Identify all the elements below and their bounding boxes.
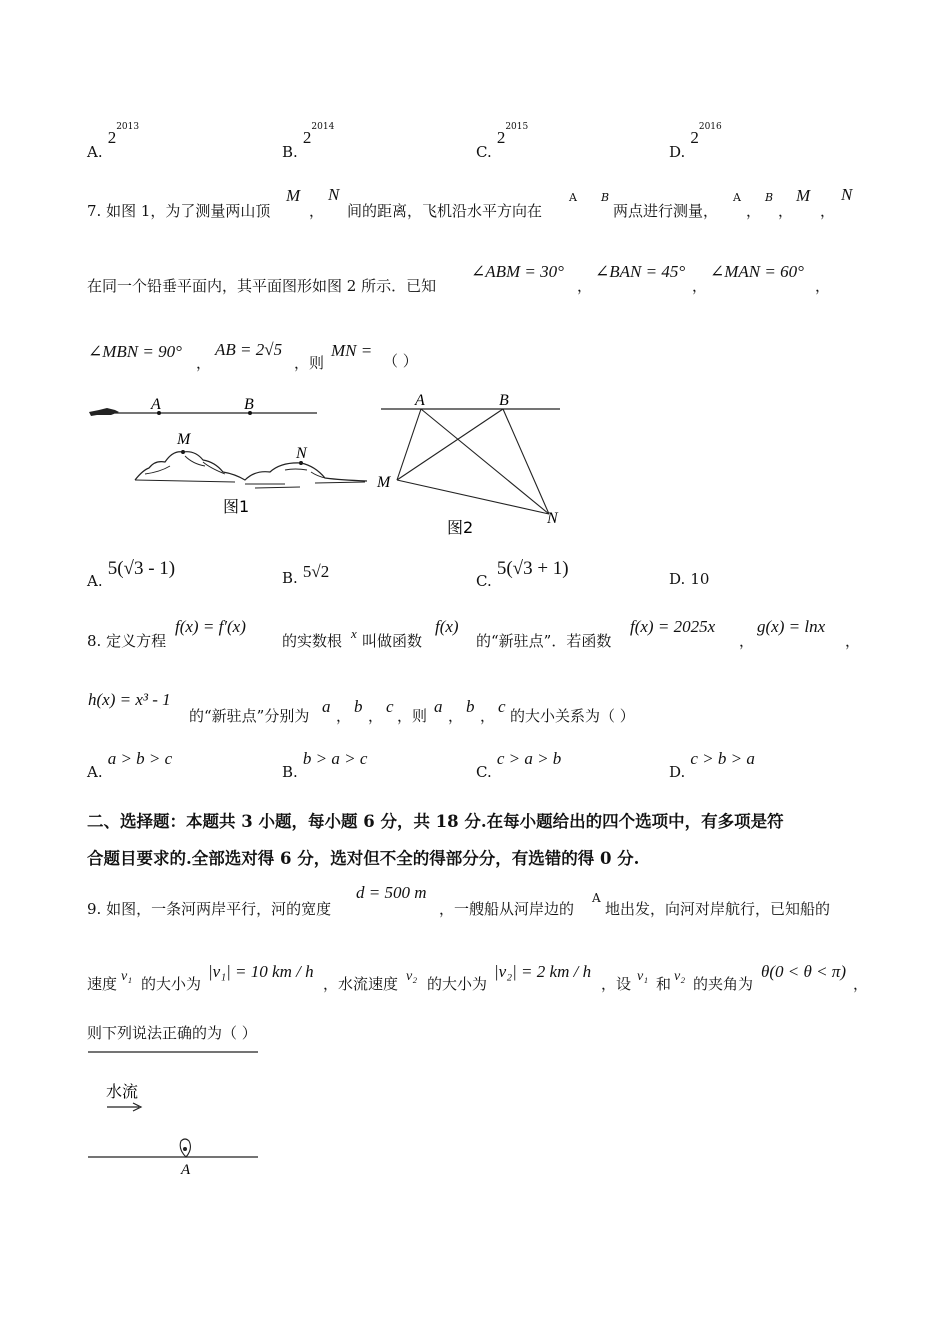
q7-ze: ，则 <box>294 354 325 372</box>
q7-figure-2 <box>375 390 570 540</box>
q7-line1-text-a: 7. 如图 1，为了测量两山顶 <box>87 202 271 220</box>
q7-m-1: M <box>286 186 301 205</box>
q9-size-text-2: 的大小为 <box>427 975 488 993</box>
q8-option-a: A. a > b > c <box>87 749 173 781</box>
q8-x: x <box>351 626 357 641</box>
q8-option-c: C. c > a > b <box>476 749 562 781</box>
q8-line1-text-a: 8. 定义方程 <box>87 632 167 650</box>
q9-v1-2: v₁ <box>637 969 649 984</box>
q8-comma-4: ， <box>368 707 384 725</box>
q9-line3-text: 则下列说法正确的为（ ） <box>87 1024 257 1042</box>
q8-f-definition: f(x) = 2025x <box>630 617 716 636</box>
q7-option-a: A. 5(√3 - 1) <box>87 558 176 590</box>
water-flow-label: 水流 <box>106 1082 139 1101</box>
q7-n-2: N <box>841 185 853 204</box>
q8-b-1: b <box>354 697 363 716</box>
fig1-label-b: B <box>244 396 254 413</box>
q7-comma-3: ， <box>778 202 794 220</box>
q7-option-d: D. 10 <box>669 570 710 588</box>
q8-b-2: b <box>466 697 475 716</box>
airplane-icon <box>89 408 119 416</box>
q9-line1-text-b: ，一艘船从河岸边的 <box>439 900 575 918</box>
q9-line2-text-d: 的夹角为 <box>693 975 754 993</box>
q6-option-b: B. $2^{2014}$ <box>282 122 335 161</box>
q6-option-a: A. $2^{2013}$ <box>87 122 140 161</box>
q8-option-b: B. b > a > c <box>282 749 368 781</box>
q7-comma-4: ， <box>820 202 836 220</box>
q7-n-1: N <box>328 185 340 204</box>
q8-comma-1: ， <box>739 632 755 650</box>
q7-comma-7: ， <box>815 277 831 295</box>
q7-mn: MN = <box>331 341 373 360</box>
fig2-label-m: M <box>377 474 391 491</box>
q9-line1-text-a: 9. 如图，一条河两岸平行，河的宽度 <box>87 900 332 918</box>
fig2-label-n: N <box>547 510 558 527</box>
q8-c-1: c <box>386 697 394 716</box>
q7-b-1: B <box>601 191 610 204</box>
q7-b-2: B <box>765 191 774 204</box>
fig-label-a: A <box>181 1162 191 1178</box>
q8-comma-5: ， <box>448 707 464 725</box>
q7-ab: AB = 2√5 <box>215 340 283 359</box>
q9-line2-text-b: ，水流速度 <box>323 975 399 993</box>
q7-line1-text-c: 两点进行测量， <box>613 202 719 220</box>
q9-v1-1: v₁ <box>121 969 133 984</box>
q7-comma-8: ， <box>196 354 212 372</box>
q9-he: 和 <box>656 975 672 993</box>
q8-a-2: a <box>434 697 443 716</box>
q6-option-c: C. $2^{2015}$ <box>476 122 529 161</box>
q7-figure-1 <box>85 390 375 520</box>
q7-m-2: M <box>796 186 811 205</box>
q8-text-5: ，则 <box>397 707 428 725</box>
q9-v2-1: v₂ <box>406 969 418 984</box>
fig2-caption: 图2 <box>447 518 474 537</box>
fig1-caption: 图1 <box>223 497 250 516</box>
q9-river-figure <box>85 1045 265 1180</box>
q9-size-text-1: 的大小为 <box>141 975 202 993</box>
q9-end-comma: ， <box>853 975 869 993</box>
q8-comma-6: ， <box>480 707 496 725</box>
q7-comma-1: ， <box>309 202 325 220</box>
q9-width: d = 500 m <box>356 883 427 902</box>
q7-a-2: A <box>733 191 741 204</box>
q7-option-b: B. 5√2 <box>282 562 330 587</box>
q8-h-definition: h(x) = x³ - 1 <box>88 690 171 709</box>
q8-comma-3: ， <box>336 707 352 725</box>
fig1-label-m: M <box>177 431 191 448</box>
q7-line2-text: 在同一个铅垂平面内，其平面图形如图 2 所示．已知 <box>87 277 437 295</box>
q7-paren: （ ） <box>383 352 418 370</box>
q7-angle-ban: ∠BAN = 45° <box>595 262 686 281</box>
q7-line1-text-b: 间的距离，飞机沿水平方向在 <box>347 202 543 220</box>
fig1-label-n: N <box>296 445 307 462</box>
q7-comma-6: ， <box>692 277 708 295</box>
section2-heading-line2: 合题目要求的.全部选对得 6 分，选对但不全的得部分分，有选错的得 0 分. <box>87 849 640 868</box>
q8-c-2: c <box>498 697 506 716</box>
q7-angle-mbn: ∠MBN = 90° <box>88 342 182 361</box>
fig1-label-a: A <box>151 396 161 413</box>
q8-option-d: D. c > b > a <box>669 749 755 781</box>
q8-a-1: a <box>322 697 331 716</box>
q8-f-equation: f(x) = f′(x) <box>175 617 246 636</box>
q8-text-4: 的“新驻点”分别为 <box>189 707 310 725</box>
q9-speed-label: 速度 <box>87 975 118 993</box>
q8-text-2: 叫做函数 <box>362 632 423 650</box>
q9-line2-text-c: ，设 <box>601 975 632 993</box>
q8-text-1: 的实数根 <box>282 632 343 650</box>
q9-line1-text-c: 地出发，向河对岸航行，已知船的 <box>605 900 831 918</box>
q8-fx: f(x) <box>435 617 459 636</box>
q7-option-c: C. 5(√3 + 1) <box>476 558 569 590</box>
fig2-label-b: B <box>499 392 509 409</box>
q7-angle-man: ∠MAN = 60° <box>710 262 804 281</box>
q9-v1-magnitude: |v₁| = 10 km / h <box>208 962 314 981</box>
q7-a-1: A <box>569 191 577 204</box>
section2-heading-line1: 二、选择题：本题共 3 小题，每小题 6 分，共 18 分.在每小题给出的四个选项中，有多项是符 <box>87 812 784 831</box>
q9-theta-range: θ(0 < θ < π) <box>761 962 846 981</box>
q9-v2-magnitude: |v₂| = 2 km / h <box>494 962 592 981</box>
fig2-label-a: A <box>415 392 425 409</box>
q8-comma-2: ， <box>845 632 861 650</box>
q7-angle-abm: ∠ABM = 30° <box>471 262 564 281</box>
q7-comma-5: ， <box>577 277 593 295</box>
q6-option-d: D. $2^{2016}$ <box>669 122 722 161</box>
q7-comma-2: ， <box>746 202 762 220</box>
q9-v2-2: v₂ <box>674 969 686 984</box>
q8-g-definition: g(x) = lnx <box>757 617 826 636</box>
q8-text-3: 的“新驻点”．若函数 <box>476 632 612 650</box>
q8-text-6: 的大小关系为（ ） <box>510 707 635 725</box>
q9-a: A <box>592 891 601 905</box>
